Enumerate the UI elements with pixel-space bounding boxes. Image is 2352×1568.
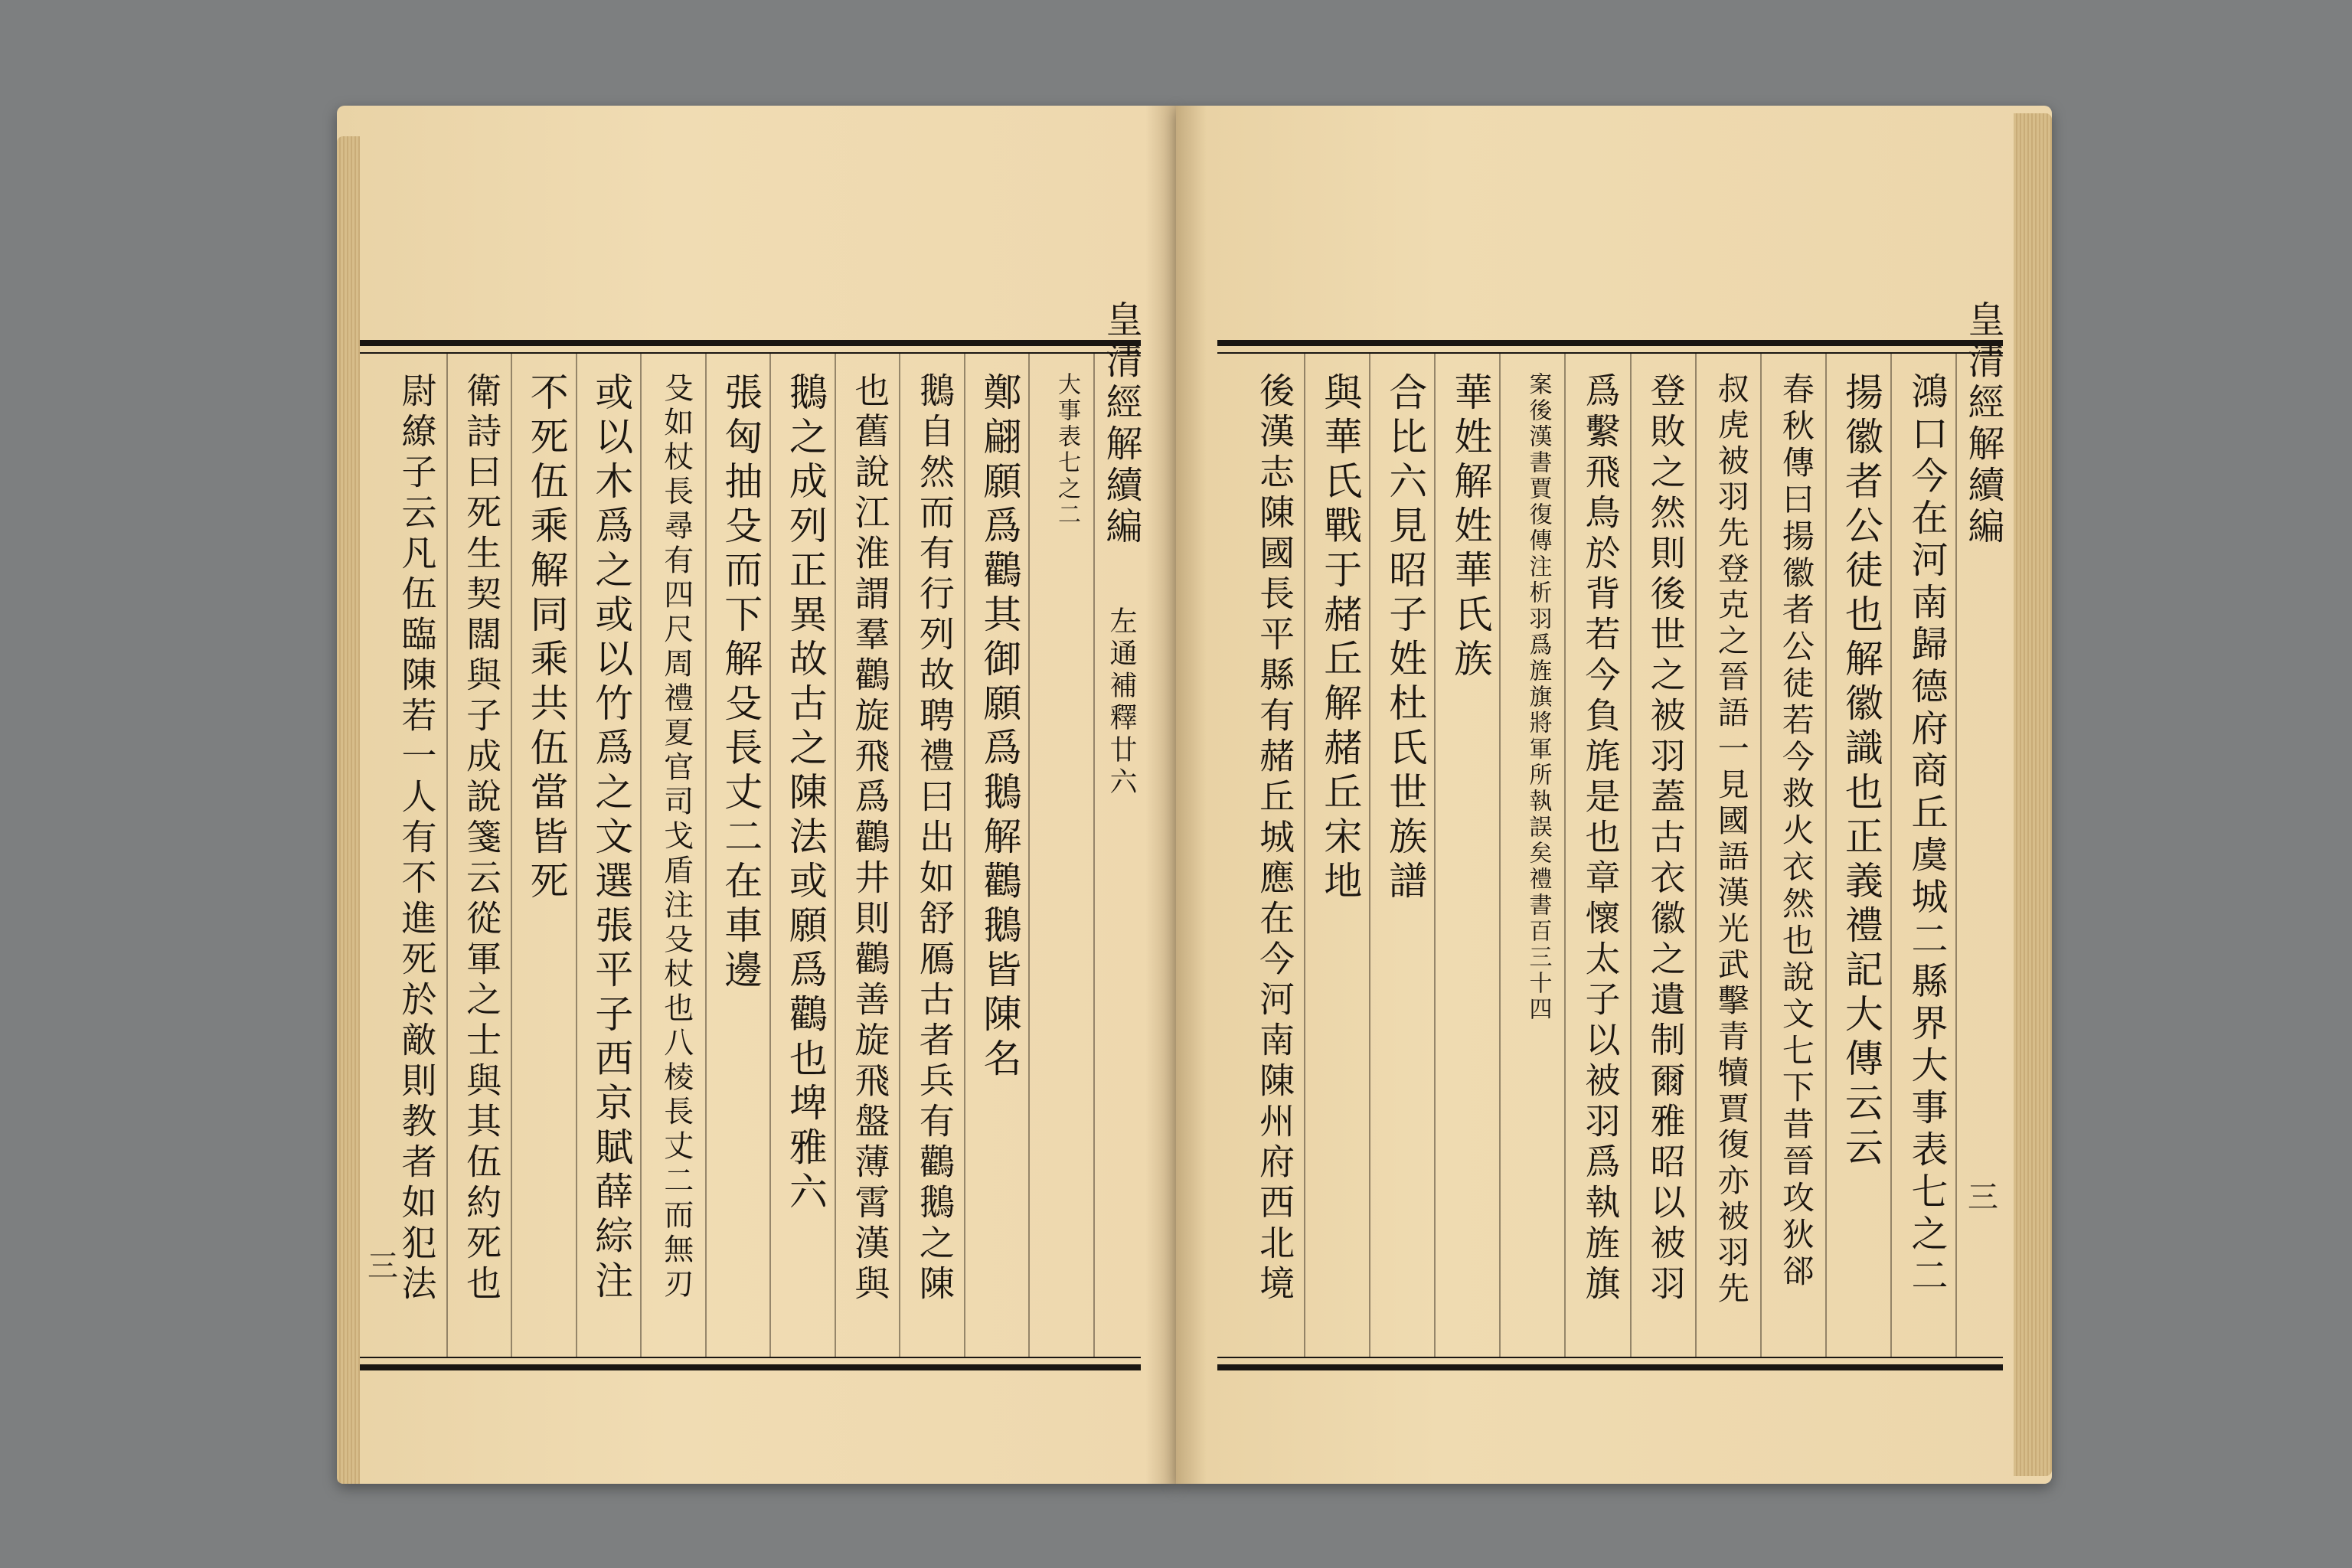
text-column: 衛詩曰死生契闊與子成說箋云從軍之士與其伍約死也 [461,372,503,1305]
frame-inner-top-rule [1217,352,2003,354]
text-column: 鵝之成列正異故古之陳法或願爲鸛也埤雅六 [782,372,828,1216]
column-rule [1028,354,1030,1357]
text-column: 華姓解姓華氏族 [1448,372,1493,683]
column-rule [1499,354,1501,1357]
column-rule [1304,354,1305,1357]
left-margin-title: 皇清經解續編 [1099,300,1142,548]
frame-inner-top-rule [360,352,1141,354]
right-page-edge [2014,113,2052,1476]
column-rule [964,354,965,1357]
text-column: 揚徽者公徒也解徽識也正義禮記大傳云云 [1838,372,1883,1171]
column-rule [576,354,577,1357]
text-column: 春秋傳曰揚徽者公徒若今救火衣然也說文七下昔晉攻狄郤 [1777,372,1815,1291]
text-column: 後漢志陳國長平縣有赭丘城應在今河南陳州府西北境 [1254,372,1296,1305]
text-column: 鄭翩願爲鸛其御願爲鵝解鸛鵝皆陳名 [977,372,1022,1083]
text-column: 鴻口今在河南歸德府商丘虞城二縣界大事表七之二 [1905,372,1948,1298]
text-column: 殳如杖長尋有四尺周禮夏官司戈盾注殳杖也八棱長丈二而無刃 [658,372,694,1302]
text-column: 尉繚子云凡伍臨陳若一人有不進死於敵則教者如犯法 [396,372,438,1305]
text-column: 與華氏戰于赭丘解赭丘宋地 [1318,372,1363,905]
column-rule [1760,354,1762,1357]
right-margin-title: 皇清經解續編 [1962,300,2004,548]
column-rule [769,354,771,1357]
right-page-number: 三 [1968,1180,1998,1215]
right-text-frame [1217,300,2004,1370]
column-rule [705,354,707,1357]
text-column: 或以木爲之或以竹爲之文選張平子西京賦薛綜注 [589,372,634,1305]
column-rule [1630,354,1632,1357]
column-rule [1825,354,1827,1357]
column-rule [1695,354,1697,1357]
column-rule [1890,354,1892,1357]
open-book [337,90,2052,1505]
column-rule [1564,354,1566,1357]
text-column: 大事表七之二 [1054,372,1080,528]
text-column: 不死伍乘解同乘共伍當皆死 [524,372,569,905]
column-rule [1093,354,1095,1357]
left-page-edge [337,136,360,1484]
text-column: 合比六見昭子姓杜氏世族譜 [1383,372,1428,905]
column-rule [511,354,512,1357]
column-rule [1434,354,1436,1357]
column-rule [446,354,448,1357]
frame-inner-bottom-rule [360,1357,1141,1358]
column-rule [835,354,836,1357]
text-column: 登敗之然則後世之被羽蓋古衣徽之遺制爾雅昭以被羽 [1645,372,1687,1305]
left-text-frame [360,300,1142,1370]
text-column: 鵝自然而有行列故聘禮曰出如舒鴈古者兵有鸛鵝之陳 [913,372,956,1305]
text-column: 爲繫飛鳥於背若今負旄是也章懷太子以被羽爲執旌旗 [1579,372,1622,1305]
text-column: 張匈抽殳而下解殳長丈二在車邊 [718,372,763,994]
column-rule [640,354,642,1357]
column-rule [1369,354,1370,1357]
column-rule [899,354,900,1357]
text-column: 叔虎被羽先登克之晉語一見國語漢光武擊青犢賈復亦被羽先 [1712,372,1749,1308]
frame-inner-bottom-rule [1217,1357,2003,1358]
book-gutter [1145,106,1207,1484]
text-column: 案後漢書賈復傳注析羽爲旌旗將軍所執誤矣禮書百三十四 [1524,372,1552,1023]
text-column: 也舊說江淮謂羣鸛旋飛爲鸛井則鸛善旋飛盤薄霄漢與 [849,372,891,1305]
left-margin-section: 左通補釋廿六 [1106,606,1137,799]
column-rule [1955,354,1957,1357]
left-page-number: 三 [368,1249,398,1284]
